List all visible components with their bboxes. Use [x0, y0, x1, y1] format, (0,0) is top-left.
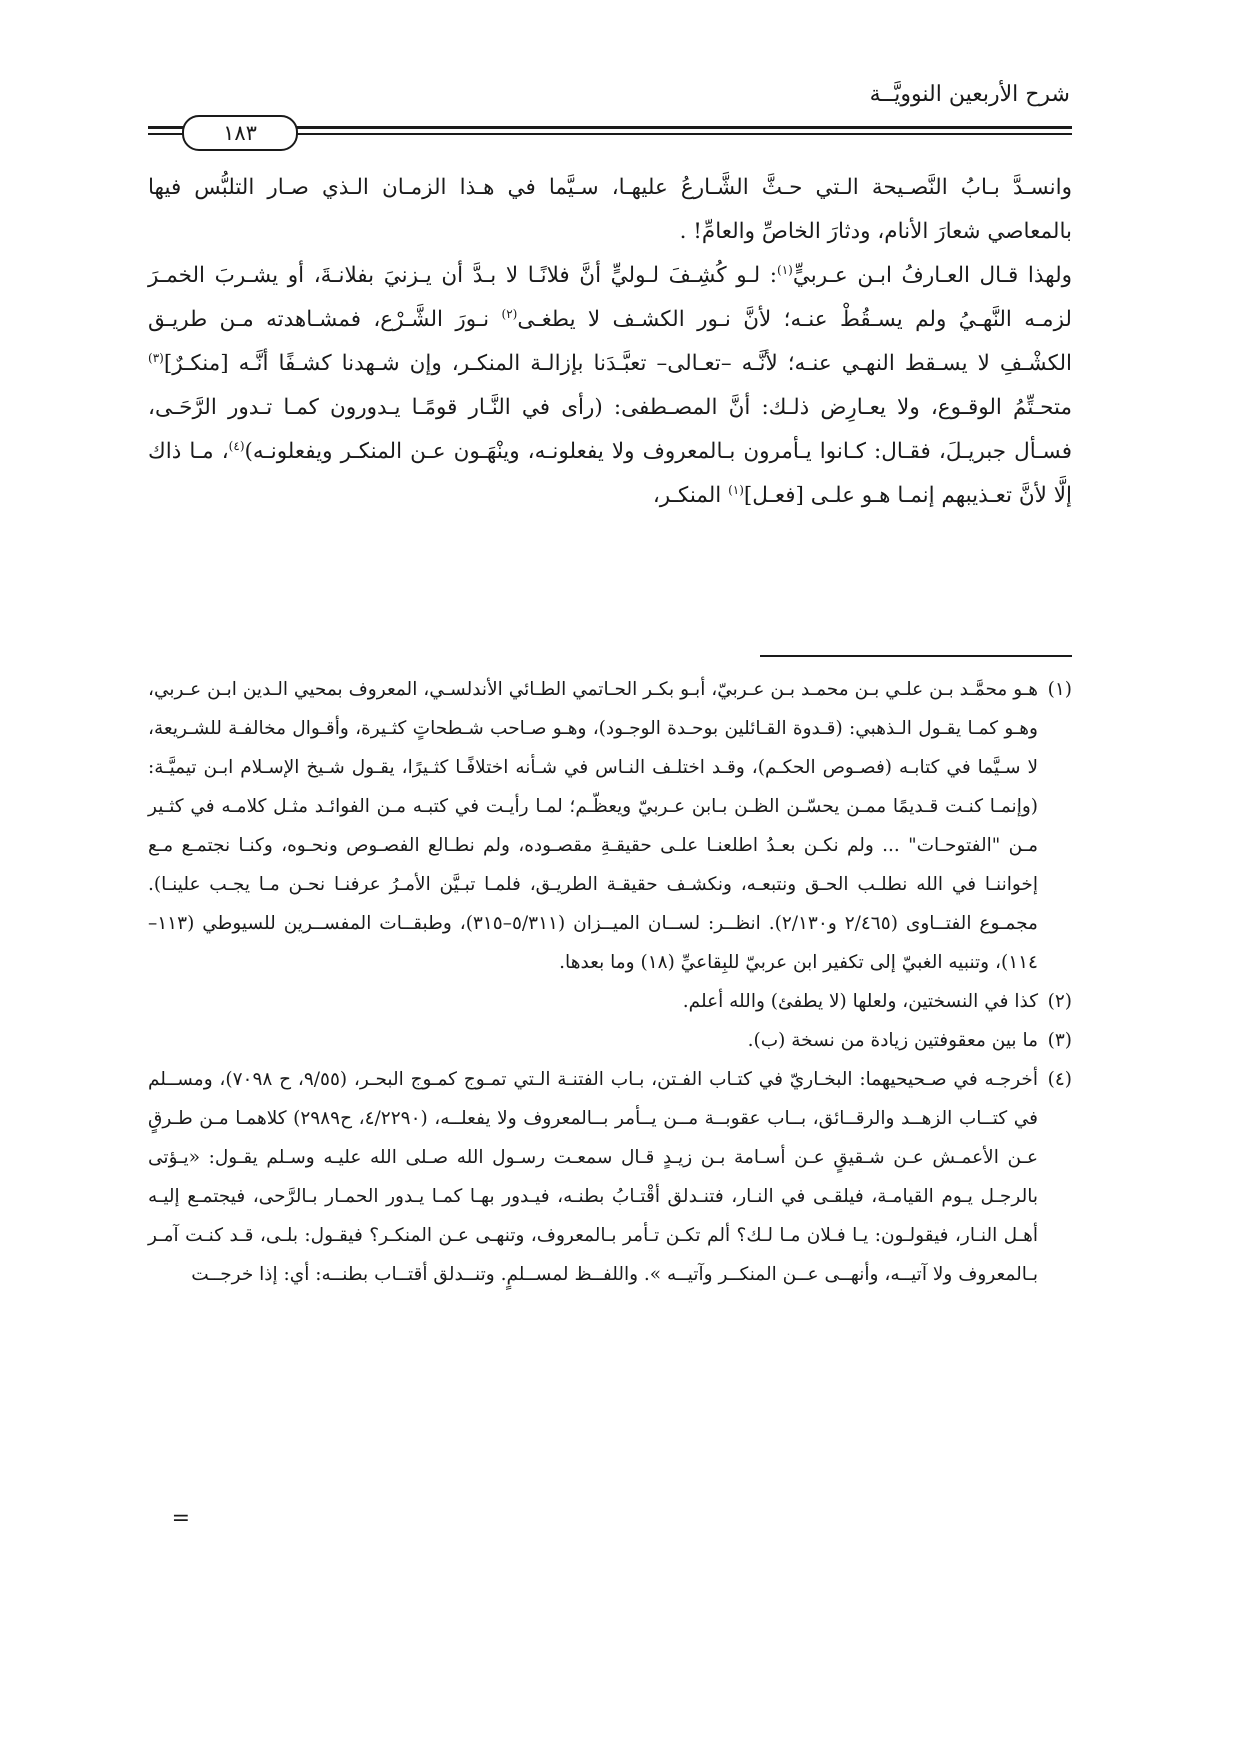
- continuation-mark: =: [171, 1506, 190, 1531]
- footnote-3: [148, 1021, 1072, 1060]
- paragraph-2: [148, 254, 1072, 518]
- footnote-separator: [760, 655, 1072, 657]
- footnote-text: أخرجـه في صـحيحيهما: البخـاريّ في كتـاب الفـتن، بـاب الفتنـة الـتي تمـوج كمـوج البحـر، (٩/٥٥، ح ٧٠٩٨)، ومســلم في كتــاب الزهــد والرقــائق، بــاب عقوبــة مــن يــأمر بــالمعروف ولا يفعلــه، (٤/٢٢٩٠، ح٢٩٨٩) كلاهمـا مـن طـرقٍ عـن الأعمـش عـن شـقيقٍ عـن أسـامة بـن زيـدٍ قـال سمعـت رسـول الله صـلى الله عليـه وسـلم يقـول: «يـؤتى بالرجـل يـوم القيامـة، فيلقـى في النـار، فتنـدلق أقْتـابُ بطنـه، فيـدور بهـا كمـا يـدور الحمـار بـالرَّحى، فيجتمـع إليـه أهـل النـار، فيقولـون: يـا فـلان مـا لـك؟ ألم تكـن تـأمر بـالمعروف، وتنهـى عـن المنكـر؟ فيقـول: بلـى، قـد كنـت آمـر بـالمعروف ولا آتيــه، وأنهــى عــن المنكــر وآتيــه ». واللفــظ لمســلمٍ. وتنــدلق أقتــاب بطنــه: أي: إذا خرجــت: [148, 1069, 1038, 1285]
- footnote-1: [148, 670, 1072, 982]
- footnote-2: [148, 982, 1072, 1021]
- paragraph-2-part-5: ، مـا ذاك إلَّا لأنَّ تعـذيبهم إنمـا هـو علـى [فعـل]: [148, 439, 1072, 508]
- footnotes: [148, 670, 1072, 1294]
- footnote-text: ما بين معقوفتين زيادة من نسخة (ب).: [747, 1030, 1038, 1051]
- footnote-ref-3: (٣): [148, 350, 164, 365]
- paragraph-2-part-1: ولهذا قـال العـارفُ ابـن عـربيٍّ: [792, 263, 1073, 288]
- footnote-4: [148, 1060, 1072, 1294]
- paragraph-2-part-6: المنكـر،: [652, 483, 729, 508]
- footnote-number: (١): [1047, 679, 1072, 700]
- paragraph-2-part-3: نـورَ الشَّـرْع، فمشـاهدته مـن طريـق الكشْـفِ لا يسـقط النهـي عنـه؛ لأنَّـه –تعـالى– تعبَّـدَنا بإزالـة المنكـر، وإن شـهدنا كشـفًا أنَّـه [منكـرٌ]: [148, 307, 1072, 376]
- page-number: ١٨٣: [182, 115, 298, 151]
- footnote-text: كذا في النسختين، ولعلها (لا يطفئ) والله أعلم.: [682, 991, 1038, 1012]
- running-header-title: شرح الأربعين النوويَّــة: [869, 82, 1070, 107]
- footnote-ref-2: (٢): [501, 306, 518, 321]
- footnote-ref-1: (١): [777, 262, 793, 277]
- footnote-number: (٢): [1047, 991, 1072, 1012]
- footnote-ref-5: (١): [728, 482, 744, 497]
- footnote-number: (٤): [1047, 1069, 1072, 1090]
- footnote-number: (٣): [1047, 1030, 1072, 1051]
- paragraph-2-part-2: : لـو كُشِـفَ لـوليٍّ أنَّ فلانًـا لا بـدَّ أن يـزنيَ بفلانـةَ، أو يشـربَ الخمـرَ لزمـه النَّهـيُ ولم يسـقُطْ عنـه؛ لأنَّ نـور الكشـف لا يطغـى: [148, 263, 1072, 332]
- main-text: [148, 166, 1072, 518]
- footnote-ref-4: (٤): [228, 438, 245, 453]
- paragraph-1: وانسـدَّ بـابُ النَّصـيحة الـتي حـثَّ الشَّـارعُ عليهـا، سـيَّما في هـذا الزمـان الـذي صـار التلبُّس فيها بالمعاصي شعارَ الأنام، ودثارَ الخاصِّ والعامِّ! .: [148, 175, 1072, 244]
- paragraph-2-part-4: متحـتِّمُ الوقـوع، ولا يعـارِض ذلـك: أنَّ المصـطفى: (رأى في النَّـار قومًـا يـدورون كمـا تـدور الرَّحَـى، فسـأل جبريـلَ، فقـال: كـانوا يـأمرون بـالمعروف ولا يفعلونـه، وينْهَـون عـن المنكـر ويفعلونـه): [148, 395, 1073, 464]
- footnote-text: هـو محمَّـد بـن علـي بـن محمـد بـن عـربيّ، أبـو بكـر الحـاتمي الطـائي الأندلسـي، المعروف بمحيي الـدين ابـن عـربي، وهـو كمـا يقـول الـذهبي: (قـدوة القـائلين بوحـدة الوجـود)، وهـو صـاحب شـطحاتٍ كثـيرة، وأقـوال مخالفـة للشـريعة، لا سـيَّما في كتابـه (فصـوص الحكـم)، وقـد اختلـف النـاس في شـأنه اختلافًـا كثـيرًا، يقـول شـيخ الإسـلام ابـن تيميَّـة: (وإنمـا كنـت قـديمًا ممـن يحسّـن الظـن بـابن عـربيّ ويعظّـم؛ لمـا رأيـت في كتبـه مـن الفوائـد مثـل كلامـه في كثـير مـن "الفتوحـات" ... ولم نكـن بعـدُ اطلعنـا علـى حقيقـةِ مقصـوده، ولم نطـالع الفصـوص ونحـوه، وكنـا نجتمـع مـع إخواننـا في الله نطلـب الحـق ونتبعـه، ونكشـف حقيقـة الطريـق، فلمـا تبـيَّن الأمـرُ عرفنـا نحـن مـا يجـب علينـا). مجمـوع الفتــاوى (٢/٤٦٥ و٢/١٣٠). انظــر: لســان الميــزان (٥/٣١١–٣١٥)، وطبقــات المفســرين للسيوطي (١١٣–١١٤)، وتنبيه الغبيّ إلى تكفير ابن عربيّ للبِقاعيِّ (١٨) وما بعدها.: [148, 679, 1038, 973]
